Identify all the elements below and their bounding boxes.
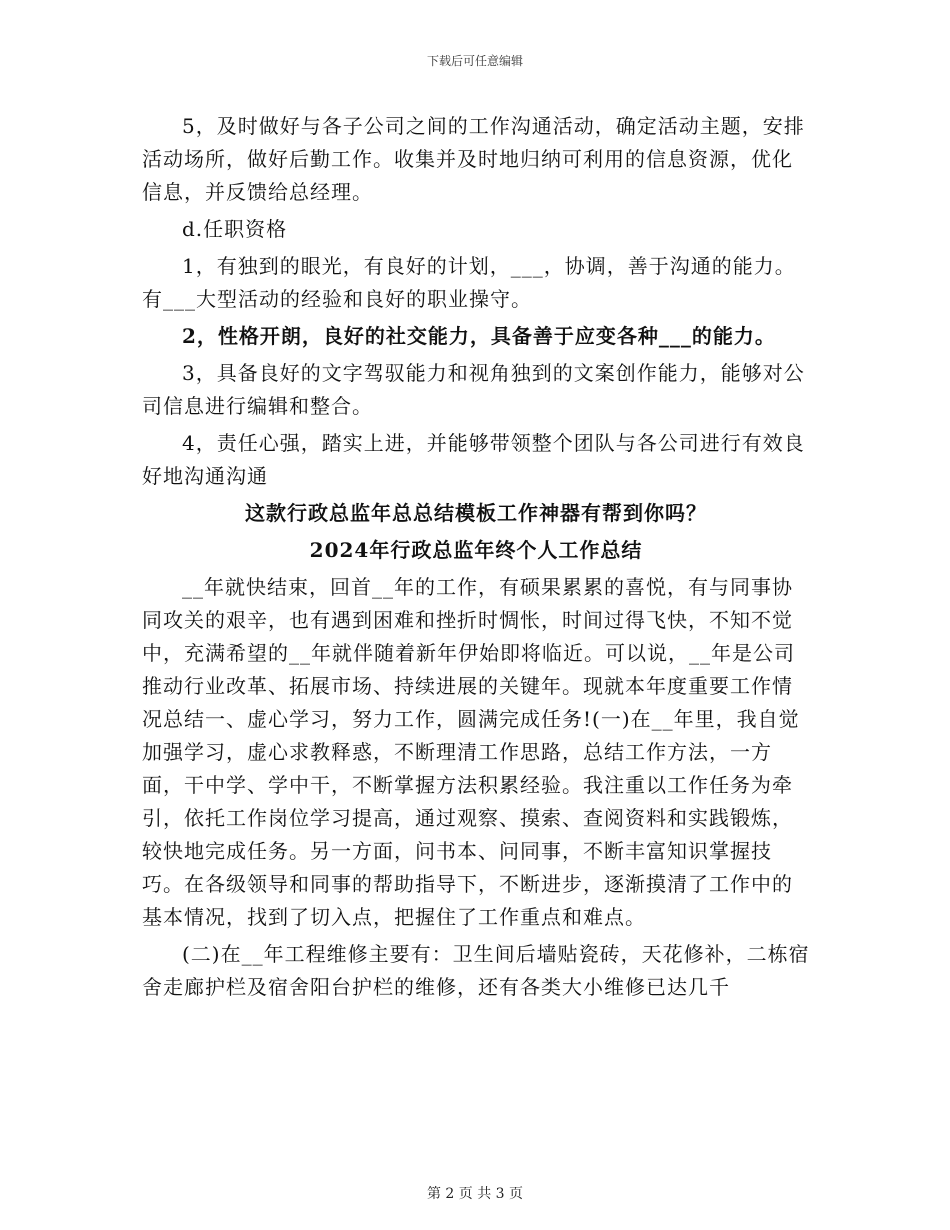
paragraph-qualification-4: 4，责任心强，踏实上进，并能够带领整个团队与各公司进行有效良好地沟通沟通 xyxy=(142,431,805,488)
page-footer: 第 2 页 共 3 页 xyxy=(426,1186,524,1202)
paragraph-qualification-1: 1，有独到的眼光，有良好的计划，___，协调，善于沟通的能力。有___大型活动的经验和良好的职业操守。 xyxy=(142,254,796,311)
page-header: 下载后可任意编辑 xyxy=(426,54,523,68)
document-body xyxy=(142,110,810,1008)
summary-paragraph-1: __年就快结束，回首__年的工作，有硕果累累的喜悦，有与同事协同攻关的艰辛，也有遇到困难和挫折时惆怅，时间过得飞快，不知不觉中，充满希望的__年就伴随着新年伊始即将临近。可以说，__年是公司推动行业改革、拓展市场、持续进展的关键年。现就本年度重要工作情况总结一、虚心学习，努力工作，圆满完成任务!(一)在__年里，我自觉加强学习，虚心求教释惑，不断理清工作思路，总结工作方法，一方面，干中学、学中干，不断掌握方法积累经验。我注重以工作任务为牵引，依托工作岗位学习提高，通过观察、摸索、查阅资料和实践锻炼，较快地完成任务。另一方面，问书本、问同事，不断丰富知识掌握技巧。在各级领导和同事的帮助指导下，不断进步，逐渐摸清了工作中的基本情况，找到了切入点，把握住了工作重点和难点。 xyxy=(142,575,800,929)
paragraph-qualification-heading: d.任职资格 xyxy=(182,217,288,241)
paragraph-duty-5: 5，及时做好与各子公司之间的工作沟通活动，确定活动主题，安排活动场所，做好后勤工作。收集并及时地归纳可利用的信息资源，优化信息，并反馈给总经理。 xyxy=(142,114,805,204)
paragraph-qualification-2: 2，性格开朗，良好的社交能力，具备善于应变各种___的能力。 xyxy=(182,324,776,348)
summary-paragraph-2: (二)在__年工程维修主要有：卫生间后墙贴瓷砖，天花修补，二栋宿舍走廊护栏及宿舍阳台护栏的维修，还有各类大小维修已达几千 xyxy=(142,942,810,999)
document-title: 2024年行政总监年终个人工作总结 xyxy=(309,538,643,562)
promo-title: 这款行政总监年总总结模板工作神器有帮到你吗？ xyxy=(245,501,707,525)
paragraph-qualification-3: 3，具备良好的文字驾驭能力和视角独到的文案创作能力，能够对公司信息进行编辑和整合。 xyxy=(142,361,805,418)
